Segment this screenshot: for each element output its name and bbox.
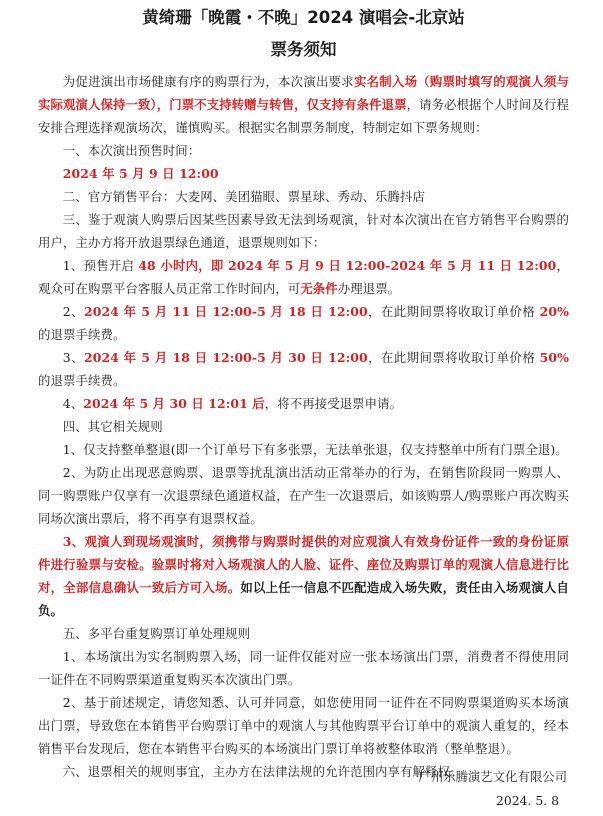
section-3-refund-intro: 三、鉴于观演人购票后因某些因素导致无法到场观演，针对本次演出在官方销售平台购票的用户，主办方将开放退票绿色通道，退票规则如下： [38, 212, 569, 250]
refund-rule-4-deadline: 2024 年 5 月 30 日 12:01 后 [83, 396, 265, 411]
section-5-heading: 五、多平台重复购票订单处理规则 [62, 626, 251, 641]
signature-organization: 广州乐腾演艺文化有限公司 [418, 769, 567, 784]
refund-rule-2-fee: 20% [539, 304, 569, 319]
refund-rule-3-fee: 50% [539, 350, 569, 365]
page-subtitle: 票务须知 [270, 40, 337, 59]
refund-rule-4-text: 4、 [62, 396, 84, 411]
presale-date: 2024 年 5 月 9 日 12:00 [62, 166, 219, 181]
intro-highlight: 实名制入场（购票时填写的观演人须与实际观演人保持一致），门票不支持转赠与转售，仅支持有条件退票 [38, 74, 569, 112]
refund-rule-4 [38, 392, 569, 415]
refund-rule-1-text: 1、预售开启 [62, 258, 139, 273]
refund-rule-2-text-2: ，在此期间票将收取订单价格 [367, 304, 540, 319]
section-1-heading: 一、本次演出预售时间： [62, 143, 201, 158]
page-title: 黄绮珊「晚霞・不晚」2024 演唱会-北京站 [142, 8, 465, 27]
refund-rule-2 [38, 300, 569, 346]
other-rule-1: 1、仅支持整单整退(即一个订单号下有多张票，无法单张退，仅支持整单中所有门票全退)。 [62, 442, 568, 457]
refund-rule-1-unconditional: 无条件 [300, 281, 338, 296]
section-6-interpretation: 六、退票相关的规则事宜，主办方在法律法规的允许范围内享有解释权。 [62, 764, 463, 779]
section-2-platforms: 二、官方销售平台：大麦网、美团猫眼、票星球、秀动、乐腾抖店 [62, 189, 426, 204]
intro-text-2: ，请务必根据个人时间及行程安排合理选择观演场次，谨慎购买。根据实名制票务制度，特制定如下票务规则： [38, 97, 569, 135]
intro-paragraph [38, 70, 569, 139]
refund-rule-3 [38, 346, 569, 392]
refund-rule-1-period: 48 小时内，即 2024 年 5 月 9 日 12:00-2024 年 5 月 11 日 12:00 [138, 258, 557, 273]
refund-rule-2-period: 2024 年 5 月 11 日 12:00-5 月 18 日 12:00 [84, 304, 368, 319]
duplicate-rule-1: 1、本场演出为实名制购票入场，同一证件仅能对应一张本场演出门票，消费者不得使用同一证件在不同购票渠道重复购买本次演出门票。 [38, 649, 569, 687]
refund-rule-3-text-2: ，在此期间票将收取订单价格 [367, 350, 540, 365]
refund-rule-2-text: 2、 [62, 304, 85, 319]
refund-rule-1-text-2: ，观众可在购票平台客服人员正常工作时间内，可 [38, 258, 569, 296]
refund-rule-3-text-3: 的退票手续费。 [38, 373, 126, 388]
intro-text-1: 为促进演出市场健康有序的购票行为，本次演出要求 [62, 74, 354, 89]
other-rule-2: 2、为防止出现恶意购票、退票等扰乱演出活动正常举办的行为，在销售阶段同一购票人、同一购票账户仅享有一次退票绿色通道权益，在产生一次退票后，如该购票人/购票账户再次购买同场次演出票后，将不再享有退票权益。 [38, 465, 569, 526]
signature-date: 2024. 5. 8 [495, 793, 559, 808]
duplicate-rule-2: 2、基于前述规定，请您知悉、认可并同意，如您使用同一证件在不同购票渠道购买本场演出门票，导致您在本销售平台购票订单中的观演人与其他购票平台订单中的观演人重复的，经本销售平台发现后，您在本销售平台购买的本场演出门票订单将被整体取消（整单整退）。 [38, 695, 569, 756]
refund-rule-4-text-2: ，将不再接受退票申请。 [264, 396, 403, 411]
refund-rule-2-text-3: 的退票手续费。 [38, 327, 126, 342]
other-rule-3-tail: 如以上任一信息不匹配造成入场失败，责任由入场观演人自负。 [38, 580, 569, 618]
refund-rule-1 [38, 254, 569, 300]
refund-rule-3-period: 2024 年 5 月 18 日 12:00-5 月 30 日 12:00 [84, 350, 368, 365]
other-rule-3-highlight: 3、观演人到现场观演时，须携带与购票时提供的对应观演人有效身份证件一致的身份证原件进行验票与安检。验票时将对入场观演人的人脸、证件、座位及购票订单的观演人信息进行比对，全部信息确认一致后方可入场。 [38, 534, 569, 595]
section-4-heading: 四、其它相关规则 [62, 419, 163, 434]
other-rule-3 [38, 530, 569, 622]
refund-rule-1-text-3: 办理退票。 [337, 281, 401, 296]
refund-rule-3-text: 3、 [62, 350, 85, 365]
